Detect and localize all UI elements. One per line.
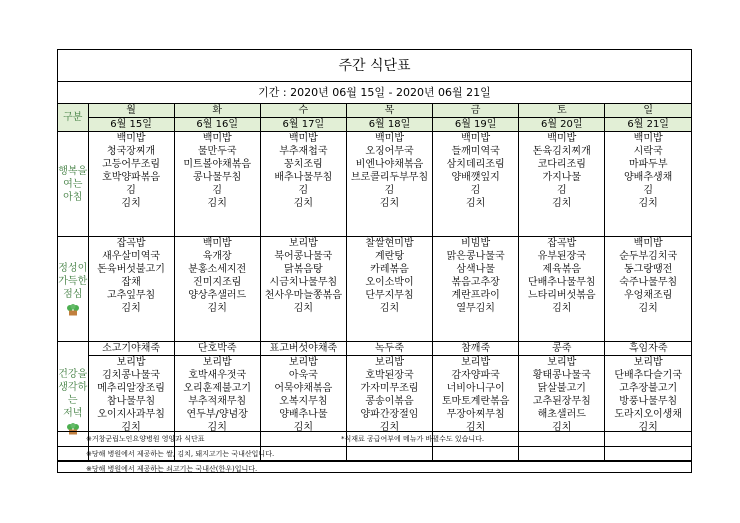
day-name-cell: [260, 104, 346, 118]
menu-item: 숙주나물무침: [619, 277, 678, 288]
menu-item: 순두부김치국: [619, 251, 678, 262]
lunch-label-cell: [58, 237, 88, 342]
breakfast-menu-cell: [88, 132, 174, 237]
menu-item: 코다리조림: [537, 159, 586, 170]
lunch-menu-cell: [605, 237, 691, 342]
porridge-cell: [174, 342, 260, 356]
menu-item: 감자양파국: [451, 370, 500, 381]
menu-item: 김치: [293, 422, 314, 433]
menu-item: 볶음고추장: [451, 277, 500, 288]
breakfast-menu-cell: [174, 132, 260, 237]
menu-item: 어묵야채볶음: [274, 383, 333, 394]
menu-item: 고추잎무침: [106, 290, 156, 301]
menu-item: 황태콩나물국: [532, 370, 591, 381]
menu-item: 카레볶음: [370, 264, 409, 275]
menu-item: 호박양파볶음: [102, 172, 161, 183]
menu-item: 호박된장국: [365, 370, 414, 381]
menu-item: 오이소박이: [365, 277, 414, 288]
menu-item: 시락국: [633, 146, 663, 157]
menu-item: 오이지사과무침: [97, 409, 165, 420]
menu-item: 김치: [379, 422, 400, 433]
menu-item: 백미밥: [288, 133, 318, 144]
porridge-cell: [260, 342, 346, 356]
menu-item: 아욱국: [288, 370, 318, 381]
menu-item: 맑은콩나물국: [446, 251, 505, 262]
menu-item: 새우살미역국: [102, 251, 161, 262]
menu-item: 삼색나물: [456, 264, 495, 275]
menu-item: 김: [298, 185, 309, 196]
menu-item: 돈육김치찌개: [532, 146, 591, 157]
meal-label-line: 가득한: [58, 276, 88, 287]
menu-item: 양배깻잎지: [451, 172, 500, 183]
menu-item: 김치: [638, 198, 658, 209]
menu-item: 콩송이볶음: [365, 396, 414, 407]
menu-item: 육개장: [202, 251, 232, 262]
menu-item: 유부된장국: [537, 251, 586, 262]
porridge-item: 표고버섯야채죽: [269, 343, 338, 354]
menu-item: 김치: [293, 198, 314, 209]
menu-item: 계란탕: [375, 251, 404, 262]
menu-item: 김치: [121, 422, 141, 433]
menu-item: 동그랑땡전: [624, 264, 673, 275]
menu-sheet: [57, 49, 692, 473]
day-date-cell: [433, 118, 519, 132]
day-date-cell: [88, 118, 174, 132]
day-name: 수: [298, 105, 309, 116]
breakfast-row: [58, 132, 691, 237]
menu-item: 물만두국: [197, 146, 237, 157]
menu-item: 콩나물무침: [193, 172, 242, 183]
menu-item: 단배추나물무침: [527, 277, 596, 288]
porridge-cell: [88, 342, 174, 356]
menu-item: 김치: [207, 422, 227, 433]
menu-item: 김: [643, 185, 653, 196]
notes-section: [58, 431, 691, 476]
menu-item: 비엔나야채볶음: [355, 159, 424, 170]
day-name: 금: [470, 105, 481, 116]
day-name-cell: [605, 104, 691, 118]
menu-item: 미트볼야채볶음: [183, 159, 252, 170]
meal-label-line: 정성이: [58, 263, 88, 274]
menu-item: 오복지무침: [279, 396, 328, 407]
porridge-item: 소고기야채죽: [102, 343, 161, 354]
note-text: ※당해 병원에서 제공하는 쇠고기는 국내산(한우)입니다.: [86, 465, 258, 473]
note-text-right: *식재료 공급여부에 메뉴가 바뀔수도 있습니다.: [341, 435, 485, 443]
day-date-cell: [519, 118, 605, 132]
menu-item: 양상추샐러드: [188, 290, 247, 301]
menu-item: 삼치데리조림: [446, 159, 505, 170]
menu-item: 참나물무침: [106, 396, 156, 407]
breakfast-label-cell: [58, 132, 88, 237]
meal-label-line: 행복을: [58, 165, 88, 177]
menu-item: 북어콩나물국: [274, 251, 333, 262]
plant-pot-icon: [66, 304, 80, 316]
meal-label-line: 저녁: [63, 407, 83, 419]
day-date: 6월 18일: [368, 119, 411, 130]
menu-item: 메추리알장조림: [97, 383, 165, 394]
menu-item: 가자미무조림: [360, 383, 419, 394]
menu-item: 잡곡밥: [116, 238, 146, 249]
menu-item: 김치: [465, 198, 486, 209]
menu-item: 백미밥: [461, 133, 491, 144]
day-date: 6월 16일: [196, 119, 238, 130]
day-name: 화: [212, 105, 223, 116]
menu-item: 고추된장무침: [532, 396, 591, 407]
day-name: 월: [126, 105, 136, 116]
day-name: 일: [643, 105, 653, 116]
menu-item: 보리밥: [547, 357, 577, 368]
porridge-item: 흑임자죽: [628, 343, 668, 354]
menu-item: 김치: [552, 422, 572, 433]
menu-item: 도라지오이생채: [614, 409, 682, 420]
menu-item: 우엉채조림: [624, 290, 673, 301]
menu-item: 연두부/양념장: [186, 409, 248, 420]
day-name: 토: [556, 105, 567, 116]
menu-item: 보리밥: [375, 357, 404, 368]
lunch-row: [58, 237, 691, 342]
menu-item: 김치: [379, 198, 400, 209]
porridge-cell: [433, 342, 519, 356]
menu-item: 백미밥: [116, 133, 146, 144]
menu-item: 배추나물무침: [274, 172, 333, 183]
breakfast-menu-cell: [519, 132, 605, 237]
menu-item: 닭살불고기: [537, 383, 586, 394]
menu-item: 청국장찌개: [106, 146, 156, 157]
menu-item: 무장아찌무침: [446, 409, 505, 420]
menu-item: 부추재첩국: [279, 146, 328, 157]
menu-item: 김: [384, 185, 395, 196]
note-text: ※거창군립노인요양병원 영양과 식단표: [86, 435, 205, 443]
menu-item: 김치: [207, 198, 227, 209]
meal-label-line: 점심: [63, 289, 83, 300]
header-label: 구분: [63, 112, 83, 123]
porridge-row: [58, 342, 691, 356]
menu-item: 들깨미역국: [451, 146, 500, 157]
menu-item: 김: [556, 185, 567, 196]
menu-item: 꽁치조림: [284, 159, 323, 170]
day-name-cell: [433, 104, 519, 118]
menu-item: 시금치나물무침: [269, 277, 338, 288]
menu-item: 김치: [552, 198, 572, 209]
menu-item: 백미밥: [633, 133, 663, 144]
lunch-menu-cell: [88, 237, 174, 342]
menu-item: 김치: [552, 303, 572, 314]
menu-item: 너비아니구이: [446, 383, 505, 394]
menu-item: 계란프라이: [451, 290, 500, 301]
porridge-cell: [346, 342, 432, 356]
menu-item: 제육볶음: [542, 264, 582, 275]
menu-item: 잡채: [121, 277, 141, 288]
menu-item: 분홍소세지전: [188, 264, 247, 275]
menu-item: 김치: [207, 303, 227, 314]
menu-item: 백미밥: [375, 133, 404, 144]
day-date: 6월 19일: [454, 119, 497, 130]
menu-item: 김치: [121, 198, 141, 209]
menu-item: 잡곡밥: [547, 238, 577, 249]
lunch-menu-cell: [346, 237, 432, 342]
menu-item: 마파두부: [628, 159, 668, 170]
breakfast-menu-cell: [346, 132, 432, 237]
menu-item: 보리밥: [288, 238, 318, 249]
day-name-cell: [519, 104, 605, 118]
menu-item: 부추적채무침: [188, 396, 247, 407]
menu-item: 오징어무국: [365, 146, 414, 157]
menu-item: 가지나물: [542, 172, 582, 183]
porridge-item: 참깨죽: [461, 343, 491, 354]
day-date-cell: [260, 118, 346, 132]
menu-item: 해초샐러드: [537, 409, 586, 420]
day-name-cell: [174, 104, 260, 118]
menu-item: 김치: [293, 303, 314, 314]
menu-item: 방풍나물무침: [619, 396, 678, 407]
breakfast-menu-cell: [433, 132, 519, 237]
menu-item: 오리훈제불고기: [183, 383, 252, 394]
menu-item: 보리밥: [633, 357, 663, 368]
note-line: [58, 446, 691, 461]
day-name-cell: [88, 104, 174, 118]
menu-item: 열무김치: [456, 303, 495, 314]
menu-item: 단배추다슬기국: [614, 370, 682, 381]
lunch-menu-cell: [174, 237, 260, 342]
menu-item: 양파간장절임: [360, 409, 419, 420]
meal-label-line: 생각하는: [58, 381, 88, 406]
menu-item: 백미밥: [547, 133, 577, 144]
menu-item: 김: [212, 185, 223, 196]
menu-item: 김: [470, 185, 481, 196]
menu-item: 닭볶음탕: [284, 264, 323, 275]
porridge-item: 단호박죽: [197, 343, 237, 354]
porridge-cell: [605, 342, 691, 356]
day-name: 목: [384, 105, 395, 116]
meal-label-line: 아침: [63, 191, 83, 203]
day-date: 6월 21일: [627, 119, 669, 130]
note-line: [58, 461, 691, 476]
day-name-cell: [346, 104, 432, 118]
note-text: ※당해 병원에서 제공하는 쌀, 김치, 돼지고기는 국내산입니다.: [86, 450, 275, 458]
menu-item: 김치: [638, 422, 658, 433]
lunch-menu-cell: [433, 237, 519, 342]
lunch-menu-cell: [519, 237, 605, 342]
meal-label-line: 건강을: [58, 368, 88, 380]
menu-item: 느타리버섯볶음: [527, 290, 596, 301]
lunch-menu-cell: [260, 237, 346, 342]
menu-item: 김치: [465, 422, 486, 433]
menu-item: 백미밥: [633, 238, 663, 249]
menu-item: 김치: [379, 303, 400, 314]
menu-item: 김: [126, 185, 136, 196]
menu-item: 호박새우젓국: [188, 370, 247, 381]
menu-item: 백미밥: [202, 133, 232, 144]
menu-item: 고등어무조림: [102, 159, 161, 170]
header-label-cell: [58, 104, 88, 132]
menu-item: 김치콩나물국: [102, 370, 161, 381]
porridge-item: 콩죽: [552, 343, 572, 354]
menu-item: 단무지무침: [365, 290, 414, 301]
menu-item: 브로콜리두부무침: [350, 172, 429, 183]
menu-table: [58, 104, 691, 461]
menu-item: 비빔밥: [461, 238, 491, 249]
day-date-cell: [346, 118, 432, 132]
porridge-item: 녹두죽: [375, 343, 404, 354]
menu-item: 진미지조림: [193, 277, 242, 288]
menu-item: 김치: [121, 303, 141, 314]
menu-item: 양배추생채: [624, 172, 673, 183]
breakfast-menu-cell: [260, 132, 346, 237]
menu-item: 보리밥: [461, 357, 491, 368]
menu-item: 양배추나물: [279, 409, 328, 420]
page-title: 주간 식단표: [58, 50, 691, 82]
menu-item: 보리밥: [116, 357, 146, 368]
menu-item: 천사우마늘쫑볶음: [264, 290, 342, 301]
day-date-cell: [605, 118, 691, 132]
porridge-cell: [519, 342, 605, 356]
menu-item: 보리밥: [288, 357, 318, 368]
menu-item: 김치: [638, 303, 658, 314]
menu-item: 보리밥: [202, 357, 232, 368]
menu-item: 토마토계란볶음: [441, 396, 510, 407]
breakfast-menu-cell: [605, 132, 691, 237]
day-date: 6월 20일: [540, 119, 583, 130]
menu-item: 돈육버섯불고기: [97, 264, 165, 275]
note-line: [58, 431, 691, 446]
meal-label-line: 여는: [63, 178, 83, 190]
day-date: 6월 15일: [110, 119, 152, 130]
day-date-cell: [174, 118, 260, 132]
period-text: 기간 : 2020년 06월 15일 - 2020년 06월 21일: [58, 82, 691, 104]
day-date: 6월 17일: [282, 119, 325, 130]
menu-item: 찰쌀현미밥: [365, 238, 414, 249]
menu-item: 고추장불고기: [619, 383, 678, 394]
menu-item: 백미밥: [202, 238, 232, 249]
